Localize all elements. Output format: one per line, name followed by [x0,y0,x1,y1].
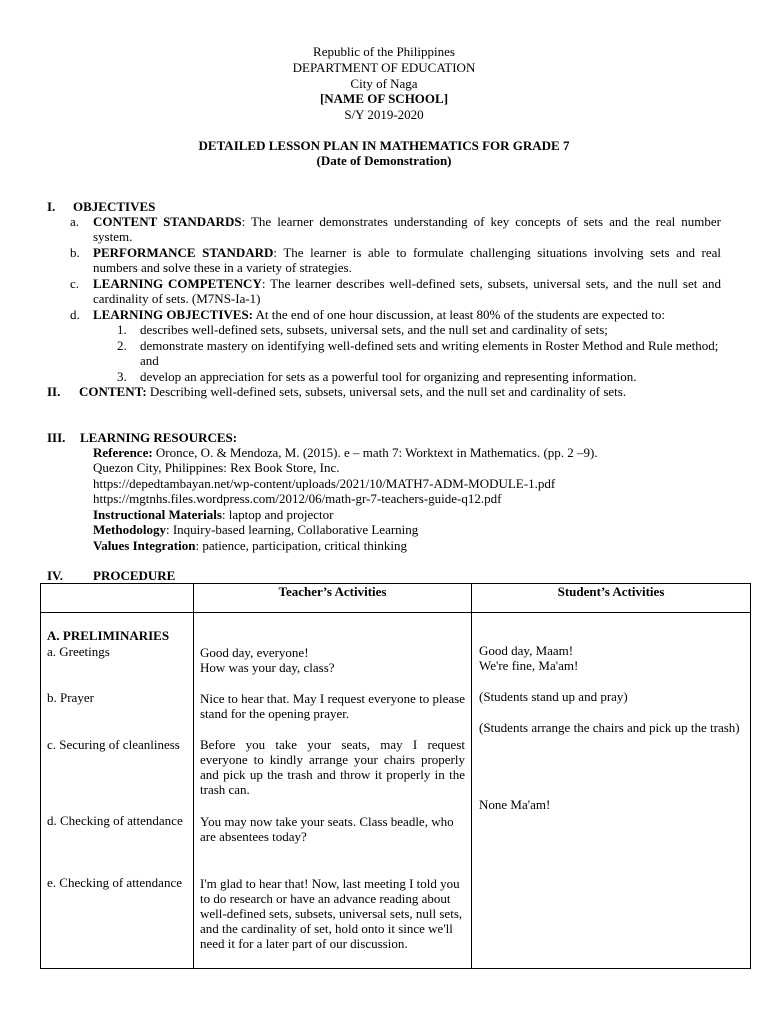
values-label: Values Integration [93,538,196,553]
section-preliminaries: A. PRELIMINARIES [47,628,170,643]
teacher-attendance: You may now take your seats. Class beadle, who are absentees today? [200,814,454,844]
objective-label: LEARNING OBJECTIVES: [93,307,254,322]
table-column-divider-1 [193,583,194,969]
methodology-label: Methodology [93,522,166,537]
sub-objective-number: 1. [117,322,127,337]
document-title: DETAILED LESSON PLAN IN MATHEMATICS FOR GRADE 7 [198,138,570,153]
table-header-divider [40,612,751,613]
content-line [79,384,626,399]
objective-label: LEARNING COMPETENCY [93,276,262,291]
sub-objective-text: describes well-defined sets, subsets, universal sets, and the null set and cardinality of sets; [140,322,608,337]
table-right-border [750,583,751,969]
objective-sep: : [273,245,278,260]
sub-objective-number: 3. [117,369,127,384]
objective-text: The learner describes well-defined sets, subsets, universal sets, and the null set and cardinality of sets. (M7NS-Ia-1) [93,276,721,306]
teacher-prayer: Nice to hear that. May I request everyone to please stand for the opening prayer. [200,691,465,721]
objective-letter-b: b. [70,245,80,260]
values-text: : patience, participation, critical thinking [195,538,407,553]
table-column-divider-2 [471,583,472,969]
objectives-heading: OBJECTIVES [73,199,156,214]
reference-url-guide: https://mgtnhs.files.wordpress.com/2012/06/math-gr-7-teachers-guide-q12.pdf [93,491,502,506]
resources-heading: LEARNING RESOURCES: [80,430,238,445]
content-text: Describing well-defined sets, subsets, universal sets, and the null set and cardinality of sets. [146,384,627,399]
reference-url-module: https://depedtambayan.net/wp-content/uploads/2021/10/MATH7-ADM-MODULE-1.pdf [93,476,556,491]
objective-performance-standard [93,245,721,275]
objective-sep: : [241,214,246,229]
instructional-materials [93,507,333,522]
student-greeting: Good day, Maam! We're fine, Ma'am! [479,643,579,673]
reference-text: Oronce, O. & Mendoza, M. (2015). e – math 7: Worktext in Mathematics. (pp. 2 –9). [152,445,598,460]
student-attendance: None Ma'am! [479,797,551,812]
table-left-border [40,583,41,969]
header-school-year: S/Y 2019-2020 [344,107,424,122]
teacher-greeting: Good day, everyone! How was your day, class? [200,645,335,675]
step-securing-cleanliness: c. Securing of cleanliness [47,737,180,752]
column-header-student: Student’s Activities [557,584,665,599]
procedure-heading: PROCEDURE [93,568,176,583]
objective-text: The learner is able to formulate challenging situations involving sets and real numbers and solve these in a variety of strategies. [93,245,722,275]
objective-label: CONTENT STANDARDS [93,214,242,229]
teacher-cleanliness: Before you take your seats, may I request everyone to kindly arrange your chairs properly and pick up the trash and throw it properly in the trash can. [200,737,465,797]
objective-content-standards [93,214,721,244]
sub-objective-number: 2. [117,338,127,353]
objective-letter-c: c. [70,276,80,291]
teacher-advance-reading: I'm glad to hear that! Now, last meeting I told you to do research or have an advance reading about well-defined sets, subsets, universal sets, null sets, and the cardinality of set, hold onto it since we'll need it for a later part of our discussion. [200,876,463,951]
table-bottom-border [40,968,751,969]
step-checking-attendance: d. Checking of attendance [47,813,183,828]
content-numeral: II. [47,384,61,399]
procedure-numeral: IV. [47,568,64,583]
resources-numeral: III. [47,430,66,445]
student-cleanliness: (Students arrange the chairs and pick up the trash) [479,720,740,735]
objective-text: The learner demonstrates understanding of key concepts of sets and the real number system. [93,214,721,244]
header-republic: Republic of the Philippines [313,44,455,59]
objective-text: At the end of one hour discussion, at least 80% of the students are expected to: [253,307,665,322]
content-label: CONTENT: [79,384,147,399]
objective-label: PERFORMANCE STANDARD [93,245,274,260]
header-city: City of Naga [350,76,418,91]
values-integration [93,538,407,553]
reference-label: Reference: [93,445,153,460]
objective-letter-a: a. [70,214,80,229]
sub-objective-text: develop an appreciation for sets as a powerful tool for organizing and representing information. [140,369,637,384]
objective-sep: : [261,276,266,291]
methodology-text: : Inquiry-based learning, Collaborative Learning [165,522,419,537]
sub-objective-text: demonstrate mastery on identifying well-defined sets and writing elements in Roster Method and Rule method; and [140,338,719,368]
materials-text: : laptop and projector [221,507,334,522]
objective-learning-objectives [93,307,733,322]
document-subtitle: (Date of Demonstration) [316,153,452,168]
step-prayer: b. Prayer [47,690,94,705]
header-department: DEPARTMENT OF EDUCATION [292,60,476,75]
objective-learning-competency [93,276,721,306]
materials-label: Instructional Materials [93,507,222,522]
column-header-teacher: Teacher’s Activities [278,584,387,599]
reference-line [93,445,598,460]
objectives-numeral: I. [47,199,56,214]
objective-letter-d: d. [70,307,80,322]
step-greetings: a. Greetings [47,644,110,659]
reference-publisher: Quezon City, Philippines: Rex Book Store, Inc. [93,460,340,475]
header-school: [NAME OF SCHOOL] [319,91,449,106]
methodology [93,522,418,537]
student-prayer: (Students stand up and pray) [479,689,628,704]
step-checking-attendance-2: e. Checking of attendance [47,875,182,890]
